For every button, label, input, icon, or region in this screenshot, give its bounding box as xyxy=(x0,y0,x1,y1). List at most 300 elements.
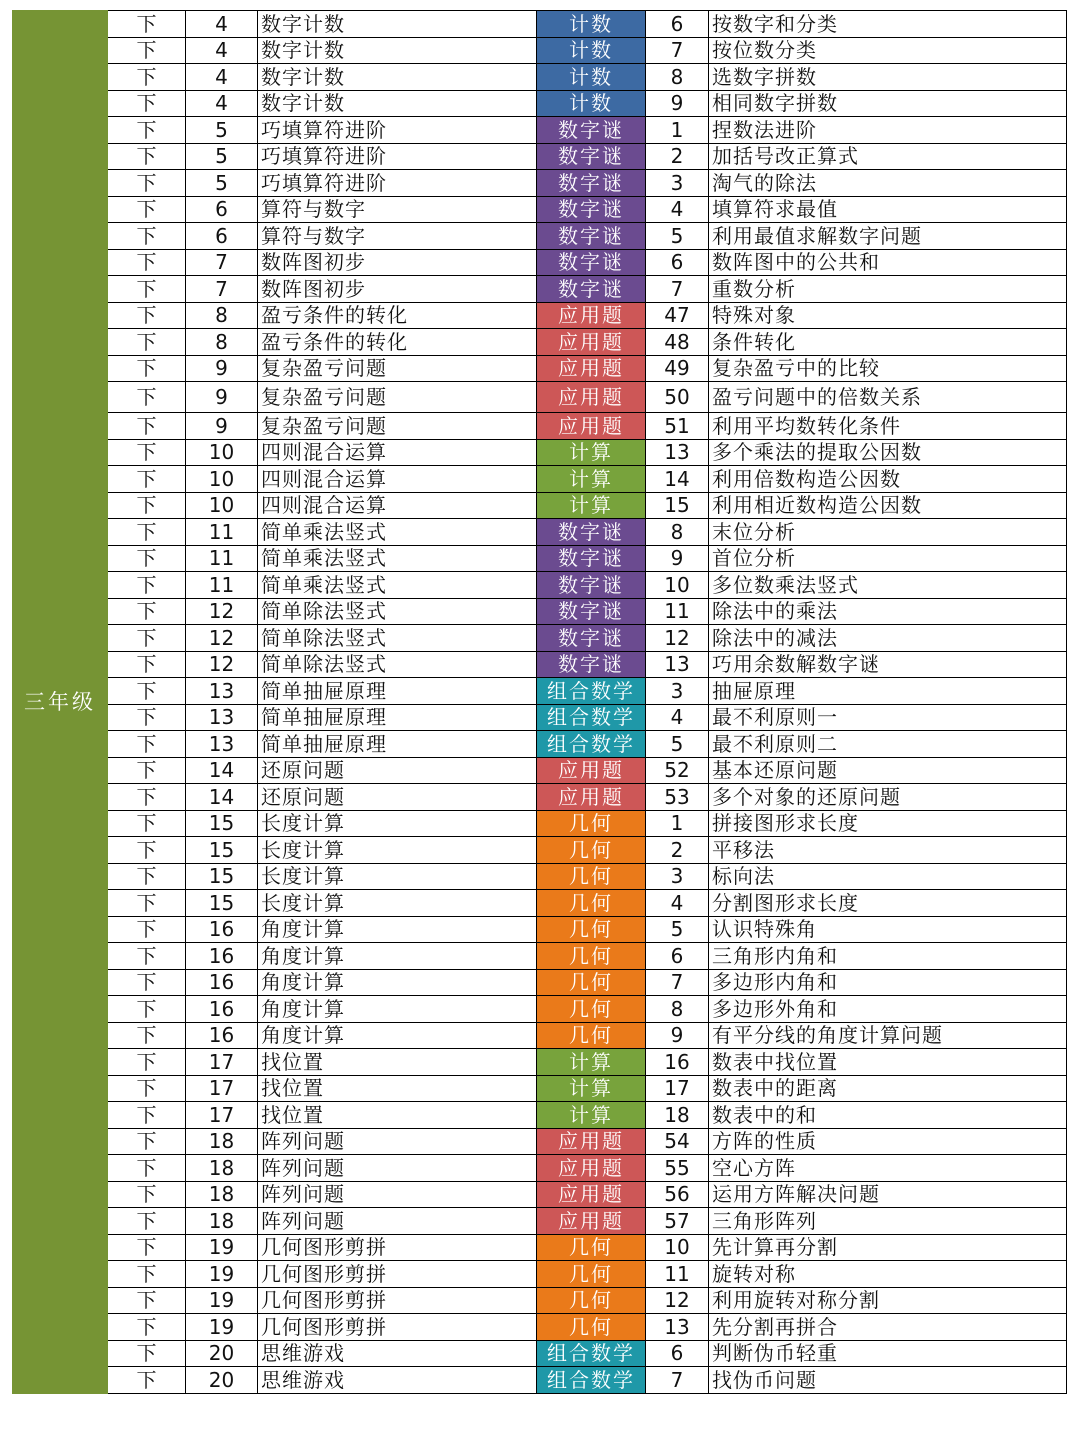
category-cell: 数字谜 xyxy=(537,545,646,572)
category-cell: 几何 xyxy=(537,916,646,943)
lesson-name-cell: 简单除法竖式 xyxy=(258,598,537,625)
lesson-name-cell: 简单乘法竖式 xyxy=(258,545,537,572)
topic-number-cell: 5 xyxy=(646,731,709,758)
topic-number-cell: 2 xyxy=(646,143,709,170)
topic-number-cell: 52 xyxy=(646,757,709,784)
lesson-number-cell: 12 xyxy=(186,625,258,652)
lesson-name-cell: 思维游戏 xyxy=(258,1367,537,1394)
term-cell: 下 xyxy=(108,545,186,572)
lesson-name-cell: 长度计算 xyxy=(258,810,537,837)
curriculum-table xyxy=(12,10,1067,1394)
category-cell: 应用题 xyxy=(537,355,646,382)
lesson-name-cell: 盈亏条件的转化 xyxy=(258,302,537,329)
topic-number-cell: 7 xyxy=(646,276,709,303)
term-cell: 下 xyxy=(108,413,186,440)
table-row xyxy=(13,439,1067,466)
category-cell: 几何 xyxy=(537,943,646,970)
table-row xyxy=(13,863,1067,890)
term-cell: 下 xyxy=(108,276,186,303)
lesson-name-cell: 数字计数 xyxy=(258,90,537,117)
lesson-name-cell: 复杂盈亏问题 xyxy=(258,382,537,413)
topic-number-cell: 6 xyxy=(646,1340,709,1367)
topic-number-cell: 1 xyxy=(646,810,709,837)
topic-number-cell: 12 xyxy=(646,625,709,652)
table-row xyxy=(13,143,1067,170)
term-cell: 下 xyxy=(108,810,186,837)
lesson-name-cell: 四则混合运算 xyxy=(258,466,537,493)
category-cell: 几何 xyxy=(537,863,646,890)
topic-number-cell: 9 xyxy=(646,1022,709,1049)
topic-name-cell: 数阵图中的公共和 xyxy=(709,249,1067,276)
term-cell: 下 xyxy=(108,466,186,493)
topic-number-cell: 9 xyxy=(646,545,709,572)
category-cell: 组合数学 xyxy=(537,678,646,705)
lesson-name-cell: 长度计算 xyxy=(258,837,537,864)
topic-number-cell: 5 xyxy=(646,223,709,250)
term-cell: 下 xyxy=(108,196,186,223)
lesson-number-cell: 9 xyxy=(186,413,258,440)
lesson-name-cell: 数字计数 xyxy=(258,64,537,91)
lesson-name-cell: 简单乘法竖式 xyxy=(258,519,537,546)
topic-number-cell: 2 xyxy=(646,837,709,864)
category-cell: 应用题 xyxy=(537,1155,646,1182)
category-cell: 应用题 xyxy=(537,329,646,356)
lesson-number-cell: 8 xyxy=(186,302,258,329)
topic-name-cell: 多位数乘法竖式 xyxy=(709,572,1067,599)
topic-name-cell: 判断伪币轻重 xyxy=(709,1340,1067,1367)
lesson-number-cell: 10 xyxy=(186,466,258,493)
lesson-number-cell: 16 xyxy=(186,943,258,970)
term-cell: 下 xyxy=(108,1075,186,1102)
topic-number-cell: 12 xyxy=(646,1287,709,1314)
lesson-number-cell: 16 xyxy=(186,969,258,996)
lesson-number-cell: 12 xyxy=(186,598,258,625)
table-row xyxy=(13,1314,1067,1341)
lesson-name-cell: 几何图形剪拼 xyxy=(258,1287,537,1314)
category-cell: 应用题 xyxy=(537,1208,646,1235)
lesson-name-cell: 几何图形剪拼 xyxy=(258,1314,537,1341)
table-row xyxy=(13,1367,1067,1394)
category-cell: 几何 xyxy=(537,969,646,996)
curriculum-sheet xyxy=(12,10,1066,1394)
term-cell: 下 xyxy=(108,598,186,625)
topic-name-cell: 方阵的性质 xyxy=(709,1128,1067,1155)
lesson-number-cell: 4 xyxy=(186,11,258,38)
lesson-name-cell: 长度计算 xyxy=(258,863,537,890)
topic-name-cell: 基本还原问题 xyxy=(709,757,1067,784)
table-row xyxy=(13,996,1067,1023)
lesson-number-cell: 19 xyxy=(186,1261,258,1288)
topic-name-cell: 运用方阵解决问题 xyxy=(709,1181,1067,1208)
lesson-name-cell: 简单除法竖式 xyxy=(258,625,537,652)
term-cell: 下 xyxy=(108,863,186,890)
category-cell: 计数 xyxy=(537,90,646,117)
table-row xyxy=(13,1128,1067,1155)
term-cell: 下 xyxy=(108,651,186,678)
topic-name-cell: 条件转化 xyxy=(709,329,1067,356)
table-row xyxy=(13,223,1067,250)
table-row xyxy=(13,196,1067,223)
topic-number-cell: 4 xyxy=(646,704,709,731)
topic-name-cell: 三角形阵列 xyxy=(709,1208,1067,1235)
table-row xyxy=(13,678,1067,705)
lesson-name-cell: 算符与数字 xyxy=(258,196,537,223)
category-cell: 计算 xyxy=(537,1075,646,1102)
lesson-name-cell: 简单乘法竖式 xyxy=(258,572,537,599)
lesson-name-cell: 数阵图初步 xyxy=(258,249,537,276)
topic-name-cell: 三角形内角和 xyxy=(709,943,1067,970)
category-cell: 数字谜 xyxy=(537,276,646,303)
topic-name-cell: 先计算再分割 xyxy=(709,1234,1067,1261)
term-cell: 下 xyxy=(108,1314,186,1341)
lesson-number-cell: 19 xyxy=(186,1287,258,1314)
lesson-name-cell: 简单抽屉原理 xyxy=(258,678,537,705)
topic-name-cell: 多个对象的还原问题 xyxy=(709,784,1067,811)
term-cell: 下 xyxy=(108,439,186,466)
table-row xyxy=(13,466,1067,493)
topic-name-cell: 平移法 xyxy=(709,837,1067,864)
topic-name-cell: 相同数字拼数 xyxy=(709,90,1067,117)
term-cell: 下 xyxy=(108,382,186,413)
topic-number-cell: 49 xyxy=(646,355,709,382)
topic-name-cell: 复杂盈亏中的比较 xyxy=(709,355,1067,382)
category-cell: 计数 xyxy=(537,64,646,91)
table-row xyxy=(13,1049,1067,1076)
topic-name-cell: 利用倍数构造公因数 xyxy=(709,466,1067,493)
lesson-number-cell: 13 xyxy=(186,731,258,758)
lesson-name-cell: 算符与数字 xyxy=(258,223,537,250)
lesson-name-cell: 角度计算 xyxy=(258,943,537,970)
table-row xyxy=(13,810,1067,837)
lesson-number-cell: 18 xyxy=(186,1155,258,1182)
term-cell: 下 xyxy=(108,916,186,943)
lesson-number-cell: 12 xyxy=(186,651,258,678)
lesson-number-cell: 11 xyxy=(186,545,258,572)
topic-name-cell: 利用旋转对称分割 xyxy=(709,1287,1067,1314)
term-cell: 下 xyxy=(108,625,186,652)
topic-name-cell: 特殊对象 xyxy=(709,302,1067,329)
topic-name-cell: 抽屉原理 xyxy=(709,678,1067,705)
lesson-number-cell: 5 xyxy=(186,143,258,170)
category-cell: 计算 xyxy=(537,492,646,519)
topic-name-cell: 多个乘法的提取公因数 xyxy=(709,439,1067,466)
term-cell: 下 xyxy=(108,1102,186,1129)
topic-name-cell: 巧用余数解数字谜 xyxy=(709,651,1067,678)
topic-number-cell: 9 xyxy=(646,90,709,117)
lesson-name-cell: 数阵图初步 xyxy=(258,276,537,303)
lesson-number-cell: 9 xyxy=(186,355,258,382)
table-body xyxy=(13,11,1067,1394)
lesson-name-cell: 简单抽屉原理 xyxy=(258,704,537,731)
lesson-number-cell: 6 xyxy=(186,196,258,223)
lesson-name-cell: 找位置 xyxy=(258,1102,537,1129)
lesson-number-cell: 20 xyxy=(186,1367,258,1394)
topic-number-cell: 16 xyxy=(646,1049,709,1076)
term-cell: 下 xyxy=(108,1367,186,1394)
term-cell: 下 xyxy=(108,1155,186,1182)
topic-name-cell: 数表中找位置 xyxy=(709,1049,1067,1076)
lesson-number-cell: 18 xyxy=(186,1128,258,1155)
lesson-number-cell: 13 xyxy=(186,704,258,731)
table-row xyxy=(13,11,1067,38)
table-row xyxy=(13,170,1067,197)
lesson-name-cell: 阵列问题 xyxy=(258,1155,537,1182)
topic-name-cell: 捏数法进阶 xyxy=(709,117,1067,144)
lesson-name-cell: 找位置 xyxy=(258,1049,537,1076)
lesson-name-cell: 角度计算 xyxy=(258,969,537,996)
category-cell: 几何 xyxy=(537,1234,646,1261)
term-cell: 下 xyxy=(108,757,186,784)
lesson-name-cell: 巧填算符进阶 xyxy=(258,170,537,197)
lesson-number-cell: 17 xyxy=(186,1075,258,1102)
topic-name-cell: 分割图形求长度 xyxy=(709,890,1067,917)
topic-number-cell: 17 xyxy=(646,1075,709,1102)
term-cell: 下 xyxy=(108,117,186,144)
topic-number-cell: 8 xyxy=(646,64,709,91)
category-cell: 组合数学 xyxy=(537,731,646,758)
category-cell: 几何 xyxy=(537,1287,646,1314)
lesson-name-cell: 角度计算 xyxy=(258,996,537,1023)
lesson-number-cell: 16 xyxy=(186,916,258,943)
term-cell: 下 xyxy=(108,837,186,864)
category-cell: 几何 xyxy=(537,1314,646,1341)
table-row xyxy=(13,1208,1067,1235)
grade-cell: 三年级 xyxy=(13,11,108,1394)
category-cell: 计算 xyxy=(537,439,646,466)
table-row xyxy=(13,784,1067,811)
category-cell: 几何 xyxy=(537,810,646,837)
category-cell: 应用题 xyxy=(537,382,646,413)
table-row xyxy=(13,651,1067,678)
lesson-number-cell: 4 xyxy=(186,37,258,64)
table-row xyxy=(13,1340,1067,1367)
category-cell: 应用题 xyxy=(537,784,646,811)
term-cell: 下 xyxy=(108,1340,186,1367)
lesson-name-cell: 找位置 xyxy=(258,1075,537,1102)
topic-name-cell: 按位数分类 xyxy=(709,37,1067,64)
lesson-number-cell: 10 xyxy=(186,492,258,519)
term-cell: 下 xyxy=(108,996,186,1023)
category-cell: 应用题 xyxy=(537,757,646,784)
category-cell: 计算 xyxy=(537,1049,646,1076)
topic-name-cell: 最不利原则一 xyxy=(709,704,1067,731)
category-cell: 计算 xyxy=(537,1102,646,1129)
lesson-number-cell: 15 xyxy=(186,890,258,917)
term-cell: 下 xyxy=(108,890,186,917)
table-row xyxy=(13,1155,1067,1182)
lesson-name-cell: 数字计数 xyxy=(258,37,537,64)
table-row xyxy=(13,943,1067,970)
table-row xyxy=(13,598,1067,625)
term-cell: 下 xyxy=(108,37,186,64)
category-cell: 数字谜 xyxy=(537,143,646,170)
topic-name-cell: 末位分析 xyxy=(709,519,1067,546)
topic-name-cell: 填算符求最值 xyxy=(709,196,1067,223)
term-cell: 下 xyxy=(108,329,186,356)
lesson-number-cell: 5 xyxy=(186,170,258,197)
table-row xyxy=(13,916,1067,943)
topic-number-cell: 6 xyxy=(646,943,709,970)
lesson-number-cell: 16 xyxy=(186,1022,258,1049)
category-cell: 数字谜 xyxy=(537,519,646,546)
lesson-number-cell: 20 xyxy=(186,1340,258,1367)
topic-number-cell: 47 xyxy=(646,302,709,329)
category-cell: 计算 xyxy=(537,466,646,493)
topic-name-cell: 除法中的乘法 xyxy=(709,598,1067,625)
topic-number-cell: 54 xyxy=(646,1128,709,1155)
topic-name-cell: 有平分线的角度计算问题 xyxy=(709,1022,1067,1049)
topic-name-cell: 多边形内角和 xyxy=(709,969,1067,996)
term-cell: 下 xyxy=(108,519,186,546)
topic-number-cell: 13 xyxy=(646,439,709,466)
topic-number-cell: 53 xyxy=(646,784,709,811)
topic-number-cell: 7 xyxy=(646,37,709,64)
lesson-name-cell: 巧填算符进阶 xyxy=(258,117,537,144)
term-cell: 下 xyxy=(108,1208,186,1235)
lesson-number-cell: 6 xyxy=(186,223,258,250)
category-cell: 数字谜 xyxy=(537,249,646,276)
topic-name-cell: 先分割再拼合 xyxy=(709,1314,1067,1341)
lesson-name-cell: 四则混合运算 xyxy=(258,439,537,466)
term-cell: 下 xyxy=(108,1261,186,1288)
topic-number-cell: 3 xyxy=(646,678,709,705)
table-row xyxy=(13,837,1067,864)
category-cell: 组合数学 xyxy=(537,704,646,731)
table-row xyxy=(13,1287,1067,1314)
category-cell: 应用题 xyxy=(537,1128,646,1155)
term-cell: 下 xyxy=(108,302,186,329)
term-cell: 下 xyxy=(108,1022,186,1049)
topic-name-cell: 旋转对称 xyxy=(709,1261,1067,1288)
lesson-number-cell: 7 xyxy=(186,276,258,303)
table-row xyxy=(13,1234,1067,1261)
topic-name-cell: 拼接图形求长度 xyxy=(709,810,1067,837)
lesson-name-cell: 复杂盈亏问题 xyxy=(258,413,537,440)
topic-name-cell: 选数字拼数 xyxy=(709,64,1067,91)
table-row xyxy=(13,731,1067,758)
term-cell: 下 xyxy=(108,143,186,170)
category-cell: 组合数学 xyxy=(537,1340,646,1367)
term-cell: 下 xyxy=(108,704,186,731)
lesson-number-cell: 18 xyxy=(186,1181,258,1208)
table-row xyxy=(13,1022,1067,1049)
lesson-number-cell: 17 xyxy=(186,1102,258,1129)
topic-number-cell: 4 xyxy=(646,890,709,917)
category-cell: 计数 xyxy=(537,11,646,38)
table-row xyxy=(13,329,1067,356)
table-row xyxy=(13,545,1067,572)
lesson-number-cell: 15 xyxy=(186,810,258,837)
lesson-number-cell: 4 xyxy=(186,90,258,117)
topic-number-cell: 51 xyxy=(646,413,709,440)
topic-number-cell: 55 xyxy=(646,1155,709,1182)
category-cell: 数字谜 xyxy=(537,196,646,223)
term-cell: 下 xyxy=(108,1049,186,1076)
term-cell: 下 xyxy=(108,355,186,382)
topic-name-cell: 空心方阵 xyxy=(709,1155,1067,1182)
lesson-name-cell: 还原问题 xyxy=(258,784,537,811)
lesson-name-cell: 巧填算符进阶 xyxy=(258,143,537,170)
table-row xyxy=(13,1102,1067,1129)
table-row xyxy=(13,704,1067,731)
category-cell: 数字谜 xyxy=(537,117,646,144)
term-cell: 下 xyxy=(108,1234,186,1261)
term-cell: 下 xyxy=(108,1128,186,1155)
lesson-name-cell: 简单抽屉原理 xyxy=(258,731,537,758)
topic-number-cell: 3 xyxy=(646,170,709,197)
table-row xyxy=(13,276,1067,303)
table-row xyxy=(13,413,1067,440)
topic-number-cell: 8 xyxy=(646,519,709,546)
category-cell: 应用题 xyxy=(537,302,646,329)
topic-number-cell: 3 xyxy=(646,863,709,890)
lesson-name-cell: 角度计算 xyxy=(258,916,537,943)
category-cell: 应用题 xyxy=(537,1181,646,1208)
lesson-name-cell: 阵列问题 xyxy=(258,1208,537,1235)
table-row xyxy=(13,302,1067,329)
lesson-name-cell: 角度计算 xyxy=(258,1022,537,1049)
lesson-name-cell: 长度计算 xyxy=(258,890,537,917)
topic-number-cell: 13 xyxy=(646,1314,709,1341)
topic-name-cell: 认识特殊角 xyxy=(709,916,1067,943)
table-row xyxy=(13,382,1067,413)
topic-number-cell: 10 xyxy=(646,572,709,599)
category-cell: 计数 xyxy=(537,37,646,64)
topic-number-cell: 56 xyxy=(646,1181,709,1208)
topic-name-cell: 重数分析 xyxy=(709,276,1067,303)
topic-number-cell: 10 xyxy=(646,1234,709,1261)
table-row xyxy=(13,355,1067,382)
term-cell: 下 xyxy=(108,249,186,276)
category-cell: 组合数学 xyxy=(537,1367,646,1394)
topic-name-cell: 利用相近数构造公因数 xyxy=(709,492,1067,519)
lesson-number-cell: 10 xyxy=(186,439,258,466)
topic-number-cell: 7 xyxy=(646,969,709,996)
topic-number-cell: 15 xyxy=(646,492,709,519)
term-cell: 下 xyxy=(108,1287,186,1314)
table-row xyxy=(13,1075,1067,1102)
topic-number-cell: 7 xyxy=(646,1367,709,1394)
term-cell: 下 xyxy=(108,678,186,705)
topic-number-cell: 13 xyxy=(646,651,709,678)
term-cell: 下 xyxy=(108,64,186,91)
table-row xyxy=(13,117,1067,144)
lesson-number-cell: 19 xyxy=(186,1234,258,1261)
topic-number-cell: 1 xyxy=(646,117,709,144)
category-cell: 数字谜 xyxy=(537,572,646,599)
topic-name-cell: 标向法 xyxy=(709,863,1067,890)
topic-name-cell: 除法中的减法 xyxy=(709,625,1067,652)
category-cell: 几何 xyxy=(537,890,646,917)
lesson-name-cell: 几何图形剪拼 xyxy=(258,1234,537,1261)
lesson-number-cell: 14 xyxy=(186,784,258,811)
lesson-name-cell: 思维游戏 xyxy=(258,1340,537,1367)
table-row xyxy=(13,572,1067,599)
category-cell: 应用题 xyxy=(537,413,646,440)
lesson-number-cell: 16 xyxy=(186,996,258,1023)
lesson-number-cell: 14 xyxy=(186,757,258,784)
category-cell: 数字谜 xyxy=(537,223,646,250)
topic-number-cell: 48 xyxy=(646,329,709,356)
term-cell: 下 xyxy=(108,492,186,519)
topic-number-cell: 6 xyxy=(646,11,709,38)
topic-name-cell: 盈亏问题中的倍数关系 xyxy=(709,382,1067,413)
table-row xyxy=(13,1181,1067,1208)
topic-name-cell: 首位分析 xyxy=(709,545,1067,572)
topic-name-cell: 利用最值求解数字问题 xyxy=(709,223,1067,250)
topic-name-cell: 最不利原则二 xyxy=(709,731,1067,758)
topic-name-cell: 加括号改正算式 xyxy=(709,143,1067,170)
